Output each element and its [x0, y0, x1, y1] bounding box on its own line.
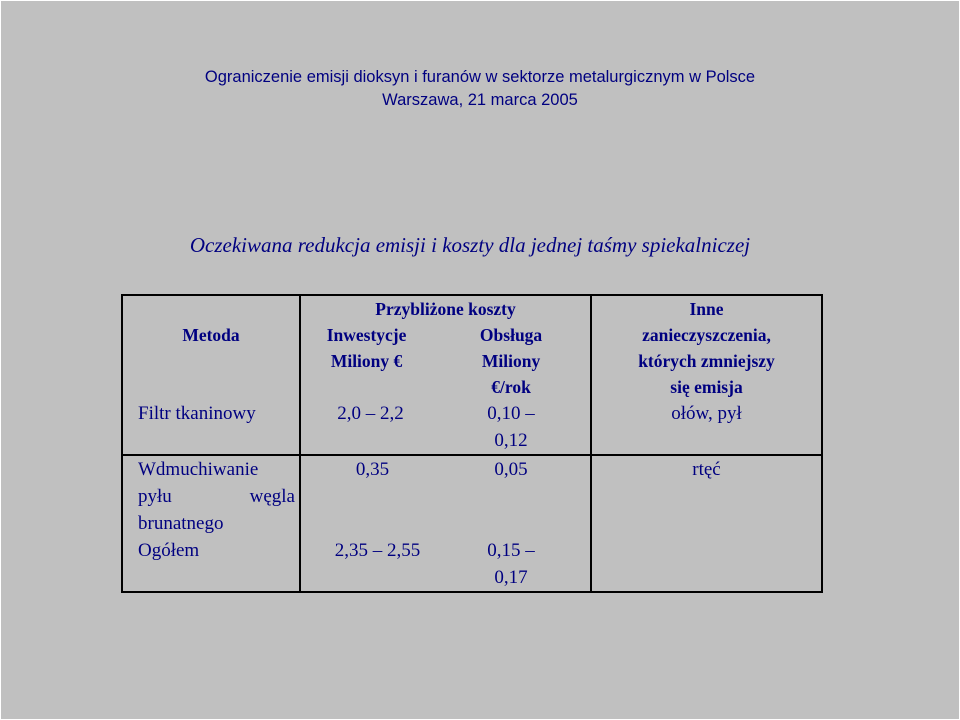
slide-header [0, 66, 960, 112]
header-other-l4: się emisja [670, 377, 743, 397]
header-investment-unit: Miliony € [330, 351, 403, 371]
row2-method-l3: brunatnego [138, 513, 224, 534]
table-header-row [122, 295, 822, 400]
table-row [122, 400, 822, 455]
header-other-l3: których zmniejszy [638, 351, 775, 371]
header-operation [432, 322, 590, 400]
row1-method: Filtr tkaninowy [138, 403, 256, 424]
row3-investment: 2,35 – 2,55 [300, 537, 432, 592]
header-operation-unit2: €/rok [491, 377, 531, 397]
header-costs-label: Przybliżone koszty [375, 299, 516, 319]
row2-other: rtęć [591, 455, 822, 537]
row2-investment: 0,35 [300, 455, 432, 537]
row1-other: ołów, pył [591, 400, 822, 455]
header-other-l2: zanieczyszczenia, [642, 325, 771, 345]
header-investment [301, 322, 432, 400]
emission-cost-table [121, 294, 823, 593]
row2-method-l2b: węgla [249, 486, 295, 507]
table-row [122, 537, 822, 592]
row2-method-l2a: pyłu [138, 486, 172, 507]
row3-method: Ogółem [138, 540, 200, 561]
header-other [591, 295, 822, 400]
header-date: Warszawa, 21 marca 2005 [382, 91, 578, 109]
slide-subtitle: Oczekiwana redukcja emisji i koszty dla jednej taśmy spiekalniczej [189, 233, 751, 257]
header-method [122, 295, 300, 400]
row2-method-l1: Wdmuchiwanie [138, 459, 259, 480]
row3-operation [432, 537, 591, 592]
row1-operation-l1: 0,10 – [487, 403, 535, 424]
row2-method [122, 455, 300, 537]
header-operation-label: Obsługa [479, 325, 543, 345]
header-operation-unit: Miliony [481, 351, 541, 371]
header-title: Ograniczenie emisji dioksyn i furanów w sektorze metalurgicznym w Polsce [204, 68, 756, 86]
header-method-label: Metoda [182, 325, 240, 345]
row3-operation-l2: 0,17 [494, 567, 528, 588]
row3-other [591, 537, 822, 592]
row3-operation-l1: 0,15 – [487, 540, 535, 561]
row1-operation-l2: 0,12 [494, 430, 528, 451]
row1-operation [432, 400, 591, 455]
header-investment-label: Inwestycje [326, 325, 407, 345]
row2-operation: 0,05 [432, 455, 591, 537]
header-other-l1: Inne [689, 299, 724, 319]
table-row [122, 455, 822, 537]
header-costs [300, 295, 591, 400]
row1-investment: 2,0 – 2,2 [300, 400, 432, 455]
